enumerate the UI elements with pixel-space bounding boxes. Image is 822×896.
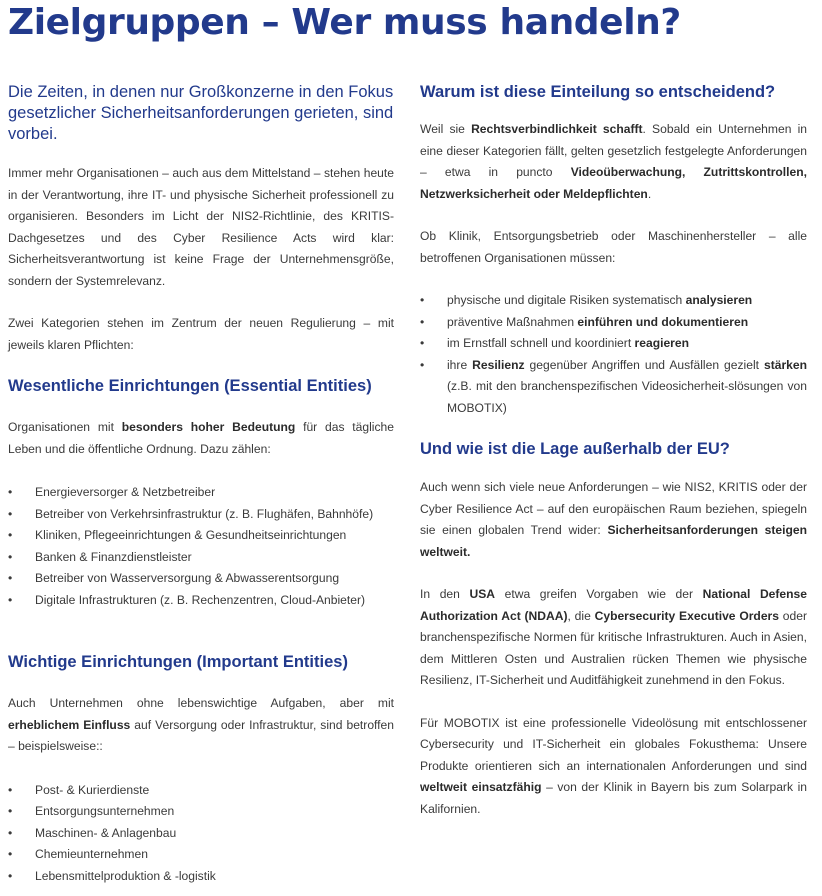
list-item: • ihre Resilienz gegenüber Angriffen und Ausfällen gezielt stärken (z.B. mit den branchenspezifischen Videosicherheit-slösungen von MOBOTIX)	[420, 355, 807, 420]
left-column	[8, 82, 394, 887]
list-item: • Betreiber von Verkehrsinfrastruktur (z. B. Flughäfen, Bahnhöfe)	[8, 504, 394, 526]
important-heading: Wichtige Einrichtungen (Important Entities)	[8, 653, 348, 671]
right-column	[420, 82, 807, 820]
lead-text: Die Zeiten, in denen nur Großkonzerne in den Fokus gesetzlicher Sicherheitsanforderungen gerieten, sind vorbei.	[8, 83, 394, 143]
why-paragraph-2: Ob Klinik, Entsorgungsbetrieb oder Maschinenhersteller – alle betroffenen Organisationen müssen:	[420, 229, 807, 265]
obligations-list	[420, 290, 807, 419]
list-item: • physische und digitale Risiken systematisch analysieren	[420, 290, 807, 312]
essential-text: Organisationen mit besonders hoher Bedeutung für das tägliche Leben und die öffentliche Ordnung. Dazu zählen:	[8, 420, 394, 456]
why-paragraph-1: Weil sie Rechtsverbindlichkeit schafft. Sobald ein Unternehmen in eine dieser Kategorien fällt, gelten gesetzlich festgelegte Anforderungen – etwa in puncto Videoüberwachung, Zutrittskontrollen, Netzwerksicherheit oder Meldepflichten.	[420, 122, 808, 201]
list-item: • Banken & Finanzdienstleister	[8, 547, 394, 569]
list-item: • Entsorgungsunternehmen	[8, 801, 394, 823]
list-item: • präventive Maßnahmen einführen und dokumentieren	[420, 312, 807, 334]
outside-paragraph-3: Für MOBOTIX ist eine professionelle Videolösung mit entschlossener Cybersecurity und IT-Sicherheit ein globales Fokusthema: Unsere Produkte orientieren sich an internationalen Anforderungen und sind weltweit einsatzfähig – von der Klinik in Bayern bis zum Solarpark in Kalifornien.	[420, 715, 807, 816]
essential-list	[8, 482, 394, 611]
categories-intro: Zwei Kategorien stehen im Zentrum der neuen Regulierung – mit jeweils klaren Pflichten:	[8, 316, 394, 352]
list-item: • Kliniken, Pflegeeinrichtungen & Gesundheitseinrichtungen	[8, 525, 394, 547]
outside-paragraph-1: Auch wenn sich viele neue Anforderungen – wie NIS2, KRITIS oder der Cyber Resilience Act – auf den europäischen Raum beziehen, spiegeln sie einen globalen Trend wider: Sicherheitsanforderungen steigen weltweit.	[420, 480, 807, 559]
list-item: • Betreiber von Wasserversorgung & Abwasserentsorgung	[8, 568, 394, 590]
list-item: • Maschinen- & Anlagenbau	[8, 823, 394, 845]
intro-paragraph: Immer mehr Organisationen – auch aus dem Mittelstand – stehen heute in der Verantwortung, ihre IT- und physische Sicherheit professionell zu organisieren. Besonders im Licht der NIS2-Richtlinie, des KRITIS-Dachgesetzes und des Cyber Resilience Acts wird klar: Sicherheitsverantwortung ist keine Frage der Unternehmensgröße, sondern der Systemrelevanz.	[8, 166, 394, 288]
list-item: • Post- & Kurierdienste	[8, 780, 394, 802]
important-list	[8, 780, 394, 888]
outside-paragraph-2: In den USA etwa greifen Vorgaben wie der National Defense Authorization Act (NDAA), die Cybersecurity Executive Orders oder branchenspezifische Normen für kritische Infrastrukturen. Auch in Asien, dem Mittleren Osten und Australien rücken Themen wie physische Resilienz, IT-Sicherheit und Auditfähigkeit zunehmend in den Fokus.	[420, 587, 807, 687]
list-item: • im Ernstfall schnell und koordiniert reagieren	[420, 333, 807, 355]
outside-eu-heading: Und wie ist die Lage außerhalb der EU?	[420, 440, 730, 458]
list-item: • Energieversorger & Netzbetreiber	[8, 482, 394, 504]
important-text: Auch Unternehmen ohne lebenswichtige Aufgaben, aber mit erheblichem Einfluss auf Versorgung oder Infrastruktur, sind betroffen – beispielsweise::	[8, 696, 394, 753]
essential-heading: Wesentliche Einrichtungen (Essential Entities)	[8, 377, 372, 395]
page-title: Zielgruppen – Wer muss handeln?	[8, 2, 681, 43]
list-item: • Lebensmittelproduktion & -logistik	[8, 866, 394, 888]
list-item: • Digitale Infrastrukturen (z. B. Rechenzentren, Cloud-Anbieter)	[8, 590, 394, 612]
list-item: • Chemieunternehmen	[8, 844, 394, 866]
why-heading: Warum ist diese Einteilung so entscheidend?	[420, 83, 776, 101]
